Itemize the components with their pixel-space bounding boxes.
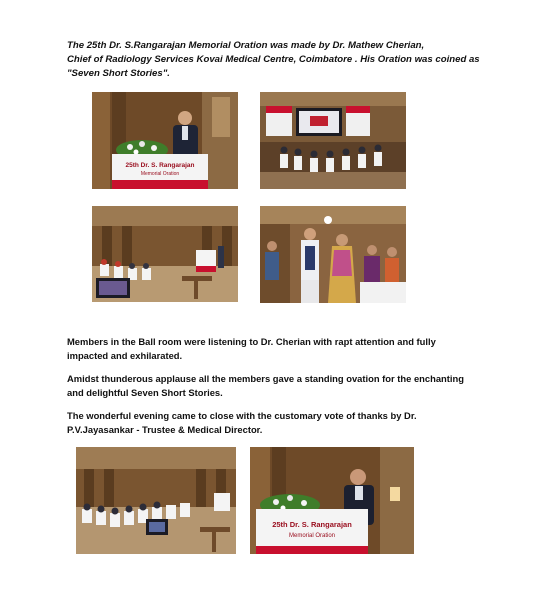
podium-banner-line-1-second: 25th Dr. S. Rangarajan [272, 520, 352, 529]
photo-vote-of-thanks [250, 447, 414, 554]
paragraph-thanks-line-1: The wonderful evening came to close with the customary vote of thanks by Dr. [67, 410, 417, 421]
photo-standing-ovation [260, 206, 406, 303]
body-paragraphs [67, 335, 477, 446]
photo-stage-audience [260, 92, 406, 189]
intro-text [67, 39, 487, 81]
intro-line-1: The 25th Dr. S.Rangarajan Memorial Oration was made by Dr. Mathew Cherian, [67, 40, 425, 51]
paragraph-ovation-line-1: Amidst thunderous applause all the members gave a standing ovation for the enchanting [67, 373, 464, 384]
paragraph-attention-line-1: Members in the Ball room were listening to Dr. Cherian with rapt attention and fully [67, 336, 436, 347]
paragraph-ovation-line-2: and delightful Seven Short Stories. [67, 387, 223, 398]
intro-line-2: Chief of Radiology Services Kovai Medical Centre, Coimbatore . His Oration was coined as [67, 54, 480, 65]
podium-banner-line-2-second: Memorial Oration [288, 533, 336, 539]
photo-speaker-podium [92, 92, 238, 189]
paragraph-attention [67, 335, 477, 363]
paragraph-ovation [67, 372, 477, 400]
paragraph-attention-line-2: impacted and exhilarated. [67, 350, 183, 361]
paragraph-thanks-line-2: P.V.Jayasankar - Trustee & Medical Director. [67, 424, 263, 435]
podium-banner-line-1: 25th Dr. S. Rangarajan [125, 162, 195, 169]
intro-line-3: "Seven Short Stories". [67, 68, 170, 79]
photo-ballroom-audience [76, 447, 236, 554]
paragraph-thanks [67, 409, 477, 437]
podium-banner-line-2: Memorial Oration [140, 171, 180, 177]
photo-ballroom-wide [92, 206, 238, 302]
